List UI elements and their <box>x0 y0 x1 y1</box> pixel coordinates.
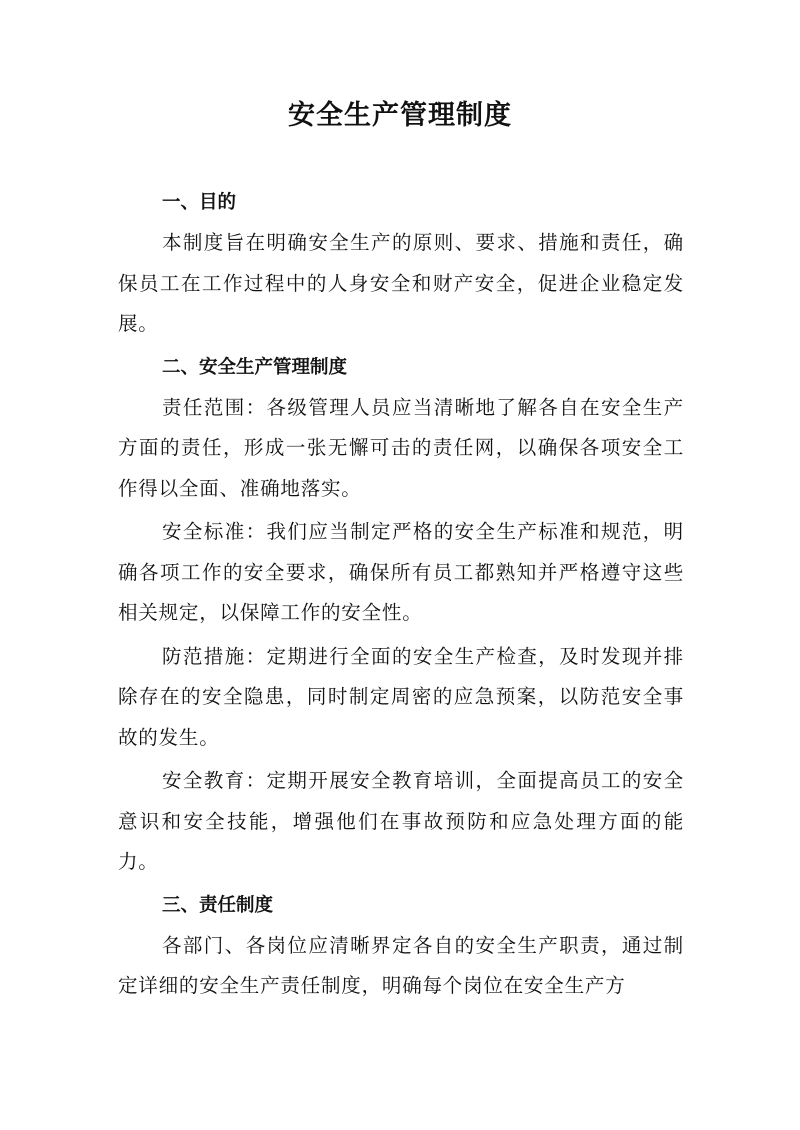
document-title: 安全生产管理制度 <box>288 100 512 131</box>
paragraph: 安全标准：我们应当制定严格的安全生产标准和规范，明确各项工作的安全要求，确保所有员工都熟知并严格遵守这些相关规定，以保障工作的安全性。 <box>118 520 684 624</box>
paragraph: 防范措施：定期进行全面的安全生产检查，及时发现并排除存在的安全隐患，同时制定周密的应急预案，以防范安全事故的发生。 <box>118 644 684 749</box>
paragraph: 安全教育：定期开展安全教育培训，全面提高员工的安全意识和安全技能，增强他们在事故预防和应急处理方面的能力。 <box>118 769 684 873</box>
section-heading: 一、目的 <box>162 192 237 213</box>
section-responsibility <box>118 886 684 1007</box>
paragraph: 本制度旨在明确安全生产的原则、要求、措施和责任，确保员工在工作过程中的人身安全和财产安全，促进企业稳定发展。 <box>118 231 684 335</box>
section-heading: 二、安全生产管理制度 <box>162 356 348 378</box>
document-body <box>118 183 684 1007</box>
section-heading: 三、责任制度 <box>162 894 274 916</box>
section-purpose <box>118 183 684 345</box>
paragraph: 各部门、各岗位应清晰界定各自的安全生产职责，通过制定详细的安全生产责任制度，明确每个岗位在安全生产方 <box>118 933 684 997</box>
paragraph: 责任范围：各级管理人员应当清晰地了解各自在安全生产方面的责任，形成一张无懈可击的责任网，以确保各项安全工作得以全面、准确地落实。 <box>118 395 684 500</box>
section-safety-management <box>118 348 684 883</box>
